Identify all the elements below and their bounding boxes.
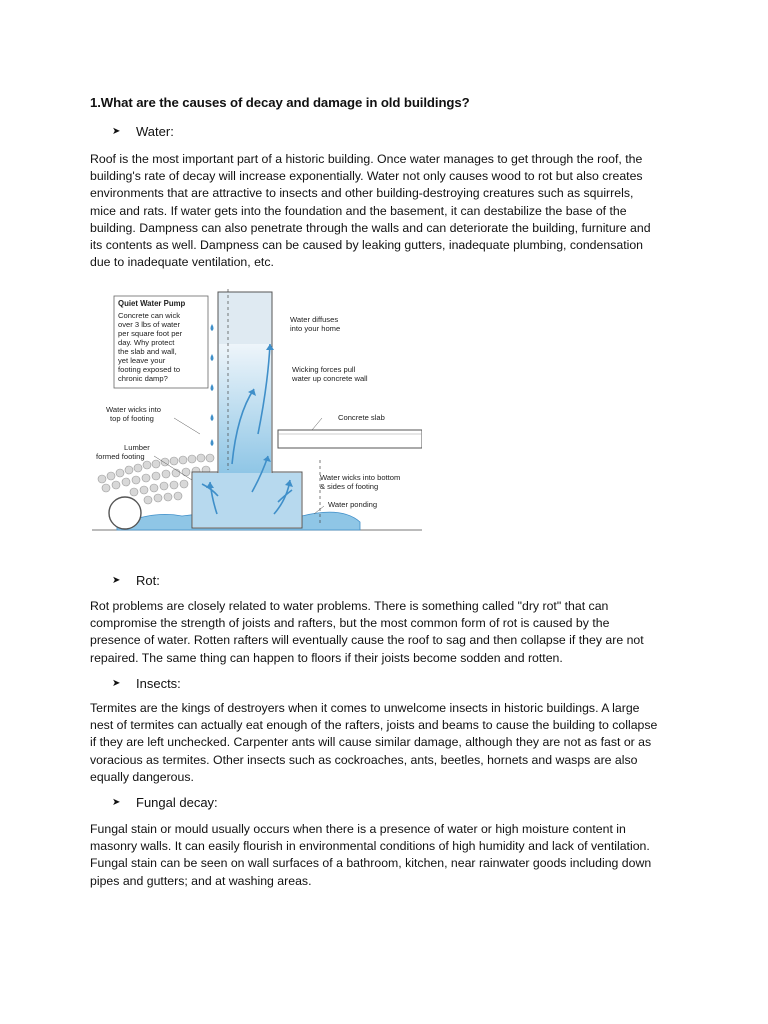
paragraph-line: if they are left unchecked. Carpenter ants will cause similar damage, although they are not as fast or as bbox=[90, 735, 652, 750]
label-wicks-bottom-2: & sides of footing bbox=[320, 482, 379, 491]
bullet-water-label: Water: bbox=[136, 124, 174, 139]
paragraph-line: mice and rats. If water gets into the foundation and the basement, it can destabilize the base of the bbox=[90, 203, 627, 218]
bullet-fungal-decay bbox=[112, 795, 218, 810]
bullet-insects bbox=[112, 676, 181, 691]
label-wicking: Wicking forces pull bbox=[292, 365, 356, 374]
arrow-bullet-icon: ➤ bbox=[112, 575, 121, 586]
info-box-line: Concrete can wick bbox=[118, 311, 181, 320]
label-lumber-2: formed footing bbox=[96, 452, 145, 461]
paragraph-line: Fungal stain can be seen on wall surfaces of a bathroom, kitchen, near rainwater goods including down bbox=[90, 856, 652, 871]
water-wicking-diagram bbox=[92, 284, 422, 546]
paragraph-line: equally dangerous. bbox=[90, 769, 194, 784]
bullet-fungal-decay-label: Fungal decay: bbox=[136, 795, 218, 810]
paragraph-line: nest of termites can actually eat enough of the rafters, joists and beams to cause the building to collapse bbox=[90, 718, 658, 733]
paragraph-line: due to inadequate ventilation, etc. bbox=[90, 255, 274, 270]
info-box-title: Quiet Water Pump bbox=[118, 299, 186, 308]
info-box-line: per square foot per bbox=[118, 329, 183, 338]
page-heading: 1.What are the causes of decay and damage in old buildings? bbox=[90, 95, 470, 110]
paragraph-line: Termites are the kings of destroyers when it comes to unwelcome insects in historic buildings. A large bbox=[90, 701, 640, 715]
paragraph-line: voracious as termites. Other insects such as cockroaches, ants, beetles, hornets and wasps are also bbox=[90, 752, 638, 767]
paragraph-line: Fungal stain or mould usually occurs when there is a presence of water or high moisture content in bbox=[90, 822, 626, 836]
bullet-insects-label: Insects: bbox=[136, 676, 181, 691]
label-water-ponding: Water ponding bbox=[328, 500, 378, 509]
label-water-diffuses-2: into your home bbox=[290, 324, 341, 333]
label-wicks-top-2: top of footing bbox=[110, 414, 154, 423]
info-box-line: over 3 lbs of water bbox=[118, 320, 181, 329]
info-box-line: the slab and wall, bbox=[118, 347, 177, 356]
label-concrete-slab: Concrete slab bbox=[338, 413, 385, 422]
paragraph-line: environments that are attractive to insects and other building-destroying creatures such as squirrels, bbox=[90, 186, 634, 201]
paragraph-line: Rot problems are closely related to water problems. There is something called "dry rot" that can bbox=[90, 599, 609, 613]
info-box-line: chronic damp? bbox=[118, 374, 168, 383]
bullet-water bbox=[112, 124, 174, 139]
paragraph-line: building. Dampness can also penetrate through the walls and can deteriorate the building, furniture and bbox=[90, 220, 651, 235]
paragraph-fungal-decay bbox=[90, 821, 682, 890]
paragraph-insects bbox=[90, 700, 682, 786]
paragraph-line: pipes and gutters; and at washing areas. bbox=[90, 873, 312, 888]
arrow-bullet-icon: ➤ bbox=[112, 126, 121, 137]
bullet-rot bbox=[112, 573, 160, 588]
paragraph-rot bbox=[90, 598, 682, 667]
info-box-line: yet leave your bbox=[118, 356, 166, 365]
label-water-diffuses: Water diffuses bbox=[290, 315, 339, 324]
paragraph-line: presence of water. Rotten rafters will eventually cause the roof to sag and then collapse if they are not bbox=[90, 633, 644, 648]
label-wicking-2: water up concrete wall bbox=[292, 374, 368, 383]
bullet-rot-label: Rot: bbox=[136, 573, 160, 588]
arrow-bullet-icon: ➤ bbox=[112, 797, 121, 808]
paragraph-line: Roof is the most important part of a historic building. Once water manages to get through the roof, the bbox=[90, 152, 643, 166]
paragraph-water bbox=[90, 151, 682, 271]
concrete-slab-shape bbox=[278, 430, 422, 448]
info-box-line: day. Why protect bbox=[118, 338, 175, 347]
paragraph-line: repaired. The same thing can happen to floors if their joists become sodden and rotten. bbox=[90, 650, 563, 665]
paragraph-line: its contents as well. Dampness can be caused by leaking gutters, inadequate plumbing, condensation bbox=[90, 238, 644, 253]
label-wicks-top: Water wicks into bbox=[106, 405, 161, 414]
info-box-line: footing exposed to bbox=[118, 365, 181, 374]
paragraph-line: building's rate of decay will increase exponentially. Water not only causes wood to rot but also creates bbox=[90, 169, 643, 184]
water-drip-icons bbox=[211, 324, 214, 446]
label-wicks-bottom: Water wicks into bottom bbox=[320, 473, 401, 482]
drain-pipe bbox=[109, 497, 141, 529]
arrow-bullet-icon: ➤ bbox=[112, 678, 121, 689]
label-lumber: Lumber bbox=[124, 443, 150, 452]
paragraph-line: masonry walls. It can easily flourish in environmental conditions of high humidity and lack of ventilation. bbox=[90, 839, 650, 854]
paragraph-line: compromise the strength of joists and rafters, but the most common form of rot is caused by the bbox=[90, 616, 610, 631]
